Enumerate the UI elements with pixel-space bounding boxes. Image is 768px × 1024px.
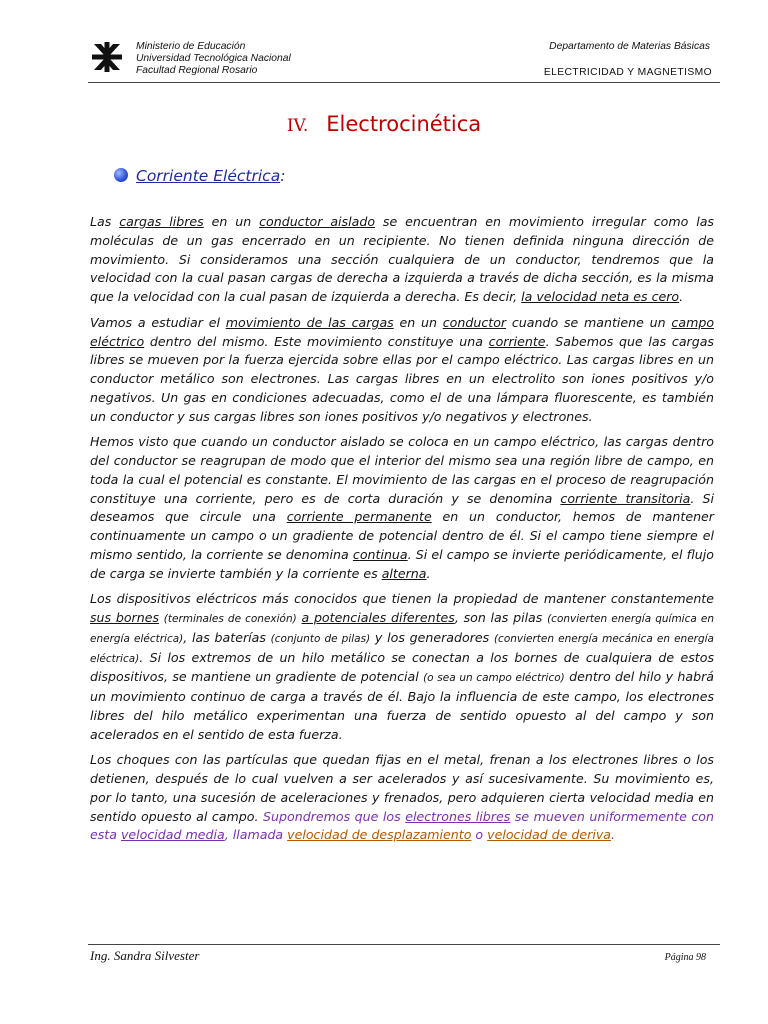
section-heading-colon: : — [280, 167, 286, 185]
underlined-term: corriente — [488, 333, 546, 349]
bullet-icon — [114, 168, 128, 182]
parenthetical-note: (conjunto de pilas) — [270, 632, 371, 645]
underlined-term: corriente transitoria — [560, 490, 691, 506]
parenthetical-note: (convierten energía mecánica en energía eléctrica) — [90, 632, 714, 665]
underlined-term: corriente permanente — [286, 509, 432, 525]
text-run: . Si deseamos que circule una — [90, 490, 714, 525]
underlined-term: electrones libres — [405, 808, 511, 824]
text-run: , llamada — [224, 827, 288, 843]
text-run: , son las pilas — [454, 610, 548, 625]
text-run: y los generadores — [370, 629, 494, 645]
chapter-title-text: Electrocinética — [326, 112, 482, 136]
underlined-term: velocidad de desplazamiento — [287, 827, 472, 843]
underlined-term: velocidad media — [120, 827, 225, 843]
header-organization — [136, 41, 291, 78]
parenthetical-note: (terminales de conexión) — [163, 613, 297, 625]
text-run: en un conductor, hemos de mantener continuamente un campo o un gradiente de potencial dentro de él. Si el campo tiene siempre el mismo sentido, la corriente se denomina — [90, 509, 714, 562]
underlined-term: continua — [352, 546, 408, 562]
text-run: se encuentran en movimiento irregular como las moléculas de un gas encerrado en un recipiente. No tienen definida ninguna dirección de movimiento. Si consideramos una sección cualquiera de un conductor, tendremos que la velocidad con la cual pasan cargas de derecha a izquierda a través de dicha sección, es la misma que la velocidad con la cual pasan de izquierda a derecha. Es decir, — [90, 214, 714, 304]
text-run: . Si el campo se invierte periódicamente, el flujo de carga se invierte también y la corriente es — [90, 546, 714, 581]
parenthetical-note: (convierten energía química en energía eléctrica) — [90, 613, 714, 645]
text-run: . — [679, 289, 684, 304]
header-university: Universidad Tecnológica Nacional — [136, 53, 291, 65]
text-run: dentro del hilo y habrá un movimiento continuo de carga a través de él. Bajo la influencia de este campo, los electrones libres del hilo metálico experimentan una fuerza de sentido opuesto al del campo y son acelerados en el sentido de esta fuerza. — [90, 669, 714, 742]
footer-author: Ing. Sandra Silvester — [90, 948, 200, 963]
text-run: . Sabemos que las cargas libres se mueven por la fuerza ejercida sobre ellas por el campo eléctrico. Las cargas libres en un conductor metálico son electrones. Las cargas libres en un electrolito son iones positivos y/o negativos. Un gas en condiciones adecuadas, como el de una lámpara fluorescente, es también un conductor y sus cargas libres son iones positivos y/o negativos y electrones. — [90, 333, 714, 424]
header-divider — [88, 82, 720, 83]
chapter-number: IV. — [286, 116, 309, 136]
underlined-term: alterna — [381, 565, 427, 581]
header-ministry: Ministerio de Educación — [136, 41, 246, 52]
paragraph — [90, 751, 714, 845]
header-department: Departamento de Materias Básicas — [549, 41, 710, 52]
text-run: Supondremos que los — [263, 808, 406, 824]
underlined-term: conductor aislado — [259, 214, 376, 229]
text-run: , las baterías — [183, 629, 271, 645]
paragraph — [90, 213, 714, 307]
footer-page-number: Página 98 — [664, 952, 706, 963]
text-run: se mueven uniformemente con esta — [90, 808, 714, 843]
underlined-term: sus bornes — [90, 610, 160, 625]
underlined-term: campo eléctrico — [90, 314, 715, 349]
text-run: en un — [393, 314, 443, 330]
footer-divider — [88, 944, 720, 945]
underlined-term: conductor — [442, 314, 507, 330]
text-run: Los dispositivos eléctricos más conocidos que tienen la propiedad de mantener constantemente — [90, 591, 714, 607]
text-run: Vamos a estudiar el — [90, 314, 226, 330]
text-run: . Si los extremos de un hilo metálico se conectan a los bornes de cualquiera de estos dispositivos, se mantiene un gradiente de potencial — [90, 649, 714, 685]
text-run: dentro del mismo. Este movimiento constituye una — [144, 333, 489, 349]
underlined-term: movimiento de las cargas — [225, 314, 394, 330]
underlined-term: velocidad de deriva — [487, 827, 612, 843]
paragraph — [90, 590, 714, 744]
header-faculty: Facultad Regional Rosario — [136, 65, 258, 77]
paragraph — [90, 433, 714, 583]
text-run: Las — [90, 214, 120, 229]
text-run: Los choques con las partículas que quedan fijas en el metal, frenan a los electrones libres o los detienen, después de lo cual vuelven a ser acelerados y así sucesivamente. Su movimiento es, por lo tanto, una sucesión de aceleraciones y frenados, pero adquieren cierta velocidad media en sentido opuesto al campo. — [90, 752, 714, 824]
text-run: . — [426, 565, 431, 581]
text-run: o — [471, 827, 488, 843]
utn-logo-icon — [92, 42, 122, 72]
underlined-term: cargas libres — [119, 214, 204, 229]
underlined-term: a potenciales diferentes — [301, 610, 455, 625]
text-run: . — [611, 827, 616, 843]
text-run: en un — [203, 214, 260, 229]
section-heading-text: Corriente Eléctrica — [136, 167, 281, 185]
underlined-term: la velocidad neta es cero — [521, 289, 680, 304]
parenthetical-note: (o sea un campo eléctrico) — [423, 672, 565, 685]
paragraph — [90, 314, 714, 427]
text-run: cuando se mantiene un — [506, 314, 672, 330]
header-course: ELECTRICIDAD Y MAGNETISMO — [543, 67, 712, 78]
text-run: Hemos visto que cuando un conductor aislado se coloca en un campo eléctrico, las cargas dentro del conductor se reagrupan de modo que el interior del mismo sea una región libre de campo, en toda la cual el potencial es constante. El movimiento de las cargas en el proceso de reagrupación constituye una corriente, pero es de corta duración y se denomina — [90, 434, 714, 506]
section-heading — [114, 167, 285, 185]
chapter-title — [0, 112, 768, 136]
body-text — [90, 213, 714, 852]
